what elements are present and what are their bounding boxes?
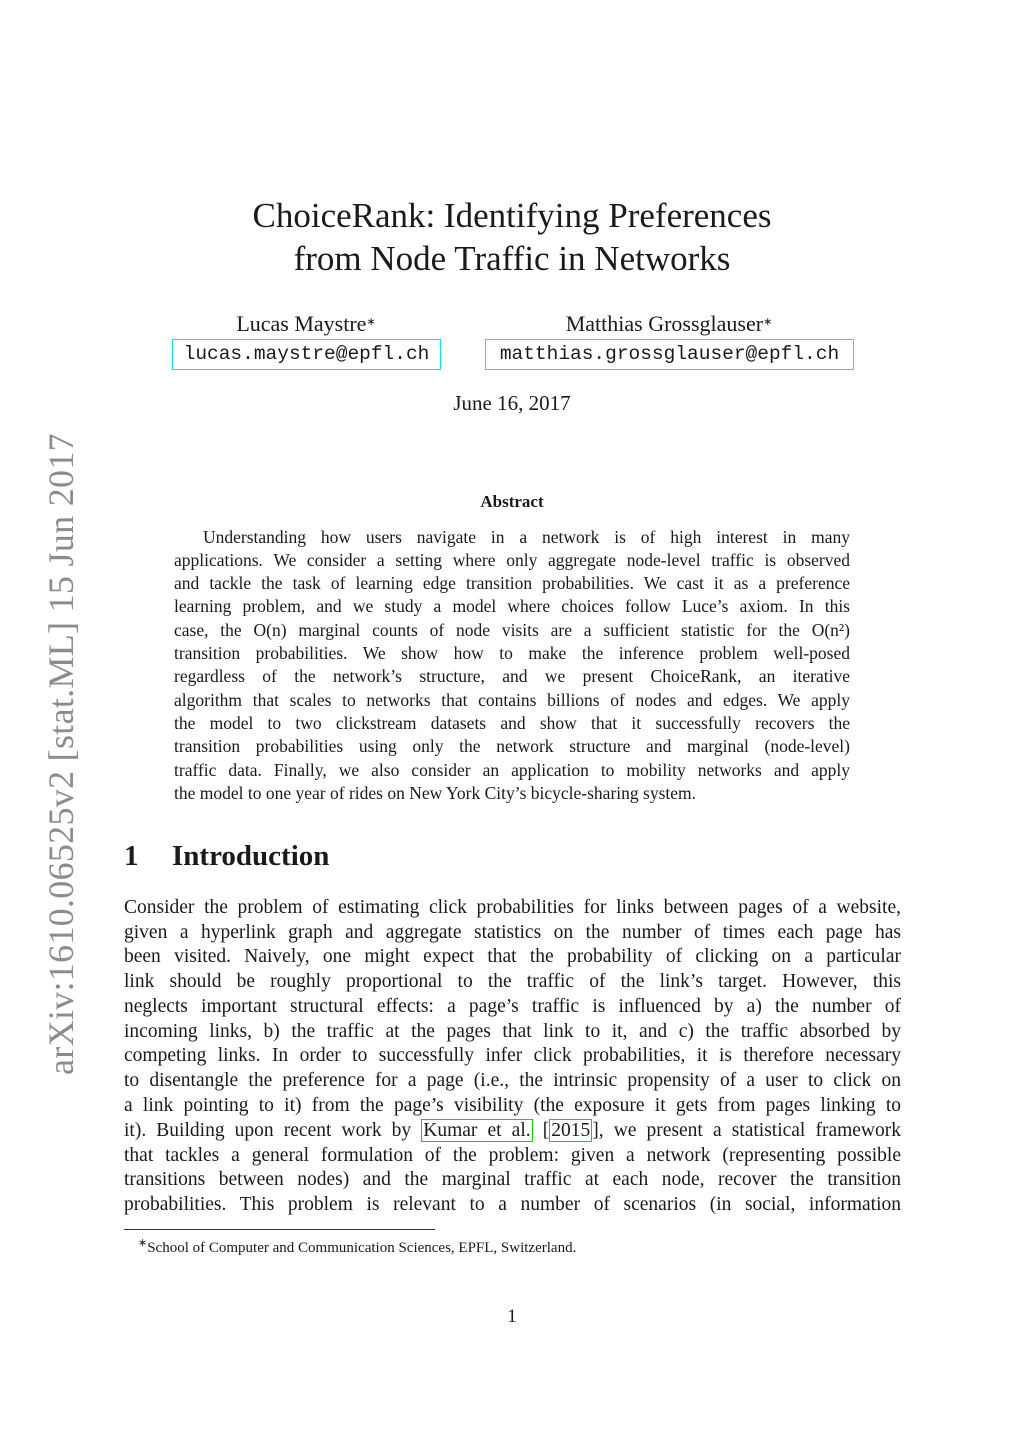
abstract-line: and tackle the task of learning edge transition probabilities. We cast it as a preference xyxy=(174,573,850,593)
author-1-email-link[interactable]: lucas.maystre@epfl.ch xyxy=(172,339,441,370)
abstract-line: case, the O(n) marginal counts of node visits are a sufficient statistic for the O(n²) xyxy=(174,620,850,640)
intro-line: probabilities. This problem is relevant to a number of scenarios (in social, information xyxy=(124,1194,901,1215)
paper-title-line-2: from Node Traffic in Networks xyxy=(293,239,731,278)
section-title: Introduction xyxy=(172,840,330,872)
intro-line: been visited. Naively, one might expect that the probability of clicking on a particular xyxy=(124,946,901,967)
intro-line: Consider the problem of estimating click probabilities for links between pages of a website, xyxy=(124,897,901,918)
author-2-name: Matthias Grossglauser xyxy=(565,311,764,336)
footnote-marker: ∗ xyxy=(138,1237,148,1249)
footnote-text: School of Computer and Communication Sciences, EPFL, Switzerland. xyxy=(147,1240,577,1256)
author-1 xyxy=(174,311,438,337)
footnote-rule xyxy=(124,1229,435,1230)
intro-line: neglects important structural effects: a page’s traffic is influenced by a) the number of xyxy=(124,996,901,1017)
abstract-line: algorithm that scales to networks that contains billions of nodes and edges. We apply xyxy=(174,690,850,710)
intro-line: to disentangle the preference for a page (i.e., the intrinsic propensity of a user to click on xyxy=(124,1070,901,1091)
author-2-email-link[interactable]: matthias.grossglauser@epfl.ch xyxy=(485,339,854,370)
abstract-line: learning problem, and we study a model where choices follow Luce’s axiom. In this xyxy=(174,596,850,616)
intro-line: that tackles a general formulation of the problem: given a network (representing possible xyxy=(124,1145,901,1166)
abstract-line: the model to one year of rides on New York City’s bicycle-sharing system. xyxy=(174,783,696,803)
intro-line-with-citation: it). Building upon recent work by Kumar et al. [ 2015 ], we present a statistical framework xyxy=(124,1120,901,1141)
author-1-footnote-marker: ∗ xyxy=(366,316,376,328)
intro-line: given a hyperlink graph and aggregate statistics on the number of times each page has xyxy=(124,922,901,943)
arxiv-stamp[interactable]: arXiv:1610.06525v2 [stat.ML] 15 Jun 2017 xyxy=(41,433,81,1075)
abstract-line: traffic data. Finally, we also consider an application to mobility networks and apply xyxy=(174,760,850,780)
citation-link-author[interactable]: Kumar et al. xyxy=(423,1120,531,1141)
author-2 xyxy=(486,311,852,337)
intro-line: incoming links, b) the traffic at the pages that link to it, and c) the traffic absorbed by xyxy=(124,1021,901,1042)
section-heading-introduction xyxy=(124,840,329,873)
abstract-line: regardless of the network’s structure, and we present ChoiceRank, an iterative xyxy=(174,666,850,686)
paper-title-line-1: ChoiceRank: Identifying Preferences xyxy=(252,196,772,235)
section-number: 1 xyxy=(124,840,139,872)
intro-line: competing links. In order to successfully infer click probabilities, it is therefore necessary xyxy=(124,1045,901,1066)
paper-date: June 16, 2017 xyxy=(453,391,571,415)
citation-link-year[interactable]: 2015 xyxy=(551,1120,591,1141)
abstract-line: Understanding how users navigate in a network is of high interest in many xyxy=(203,527,850,547)
intro-line: a link pointing to it) from the page’s visibility (the exposure it gets from pages linking to xyxy=(124,1095,901,1116)
abstract-line: transition probabilities using only the network structure and marginal (node-level) xyxy=(174,736,850,756)
intro-line: link should be roughly proportional to the traffic of the link’s target. However, this xyxy=(124,971,901,992)
abstract-line: applications. We consider a setting where only aggregate node-level traffic is observed xyxy=(174,550,850,570)
abstract-line: transition probabilities. We show how to make the inference problem well-posed xyxy=(174,643,850,663)
abstract-heading: Abstract xyxy=(480,492,544,511)
intro-line: transitions between nodes) and the marginal traffic at each node, recover the transition xyxy=(124,1169,901,1190)
author-2-footnote-marker: ∗ xyxy=(763,316,773,328)
footnote xyxy=(138,1236,576,1257)
page-number: 1 xyxy=(507,1306,517,1327)
abstract-line: the model to two clickstream datasets and show that it successfully recovers the xyxy=(174,713,850,733)
author-1-name: Lucas Maystre xyxy=(236,311,367,336)
